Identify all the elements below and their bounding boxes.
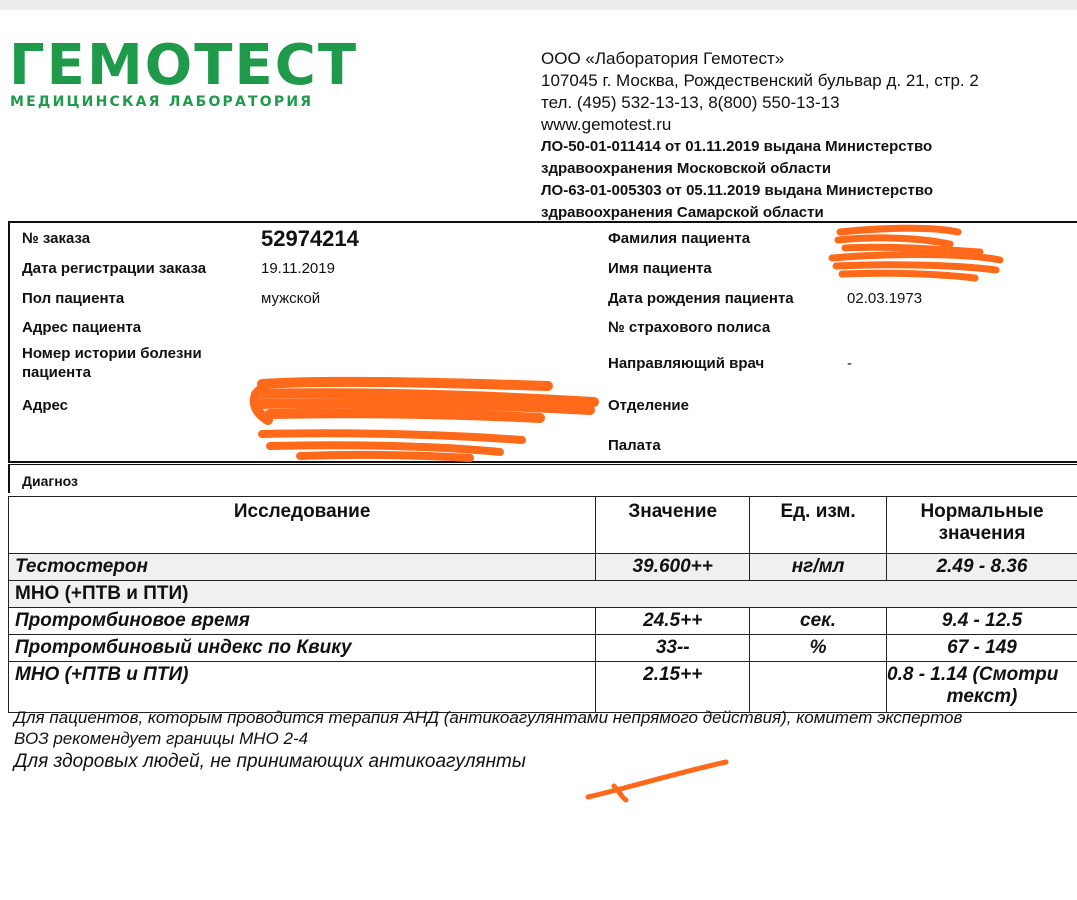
lab-phone: тел. (495) 532-13-13, 8(800) 550-13-13: [541, 93, 840, 112]
license-1-line-1: ЛО-50-01-011414 от 01.11.2019 выдана Министерство: [541, 138, 933, 155]
test-value: 33--: [596, 635, 750, 662]
patient-address-label: Адрес пациента: [22, 319, 142, 336]
table-row: [9, 554, 1077, 581]
registration-date-label: Дата регистрации заказа: [22, 260, 207, 277]
note-line-2: ВОЗ рекомендует границы МНО 2-4: [14, 729, 309, 748]
order-label: № заказа: [22, 230, 91, 247]
lab-site: www.gemotest.ru: [541, 115, 672, 134]
note-line-3: Для здоровых людей, не принимающих антикоагулянты: [14, 751, 526, 772]
diagnosis-row: [8, 464, 1077, 493]
table-row: [9, 608, 1077, 635]
test-value: 39.600++: [596, 554, 750, 581]
section-name: МНО (+ПТВ и ПТИ): [9, 581, 1077, 608]
registration-date-value: 19.11.2019: [261, 260, 335, 277]
lab-address: 107045 г. Москва, Рождественский бульвар д. 21, стр. 2: [541, 71, 979, 90]
test-norm: [887, 662, 1077, 713]
address-label: Адрес: [22, 397, 69, 414]
test-unit: [750, 662, 887, 713]
lab-info: [541, 48, 1071, 224]
header-test: Исследование: [9, 497, 596, 554]
birth-date-label: Дата рождения пациента: [608, 290, 794, 307]
logo-title: ГЕМОТЕСТ: [9, 33, 359, 98]
patient-sex-value: мужской: [261, 290, 321, 307]
test-value: 2.15++: [596, 662, 750, 713]
top-bar: [0, 0, 1077, 10]
insurance-policy-label: № страхового полиса: [608, 319, 771, 336]
test-norm: 2.49 - 8.36: [887, 554, 1077, 581]
diagnosis-label: Диагноз: [22, 473, 78, 489]
header-unit: Ед. изм.: [750, 497, 887, 554]
header-norm: Нормальные значения: [887, 497, 1077, 554]
table-row: [9, 662, 1077, 713]
test-unit: нг/мл: [750, 554, 887, 581]
referring-doctor-label: Направляющий врач: [608, 355, 765, 372]
test-norm: 67 - 149: [887, 635, 1077, 662]
results-header-row: [9, 497, 1077, 554]
surname-label: Фамилия пациента: [608, 230, 751, 247]
results-table: [8, 496, 1077, 713]
table-row: [9, 635, 1077, 662]
test-name: Протромбиновый индекс по Квику: [9, 635, 596, 662]
birth-date-value: 02.03.1973: [847, 290, 923, 307]
test-name: Тестостерон: [9, 554, 596, 581]
history-number-label-1: Номер истории болезни: [22, 345, 202, 362]
test-name: МНО (+ПТВ и ПТИ): [9, 662, 596, 713]
table-row-section: [9, 581, 1077, 608]
license-2-line-2: здравоохранения Самарской области: [541, 204, 824, 221]
header-value: Значение: [596, 497, 750, 554]
referring-doctor-value: -: [847, 355, 852, 372]
ward-label: Палата: [608, 437, 661, 454]
patient-info-block: [8, 221, 1077, 463]
notes: [14, 707, 1077, 772]
test-unit: сек.: [750, 608, 887, 635]
test-name: Протромбиновое время: [9, 608, 596, 635]
test-norm: 9.4 - 12.5: [887, 608, 1077, 635]
test-norm-line-1: 0.8 - 1.14 (Смотри: [887, 664, 1059, 685]
note-line-1: Для пациентов, которым проводится терапия АНД (антикоагулянтами непрямого действия), комитет экспертов: [14, 708, 963, 727]
first-name-label: Имя пациента: [608, 260, 712, 277]
history-number-label-2: пациента: [22, 364, 91, 381]
patient-sex-label: Пол пациента: [22, 290, 125, 307]
license-2-line-1: ЛО-63-01-005303 от 05.11.2019 выдана Министерство: [541, 182, 934, 199]
license-1-line-2: здравоохранения Московской области: [541, 160, 832, 177]
test-unit: %: [750, 635, 887, 662]
lab-name: ООО «Лаборатория Гемотест»: [541, 49, 785, 68]
test-norm-line-2: текст): [946, 686, 1018, 707]
logo-subtitle: МЕДИЦИНСКАЯ ЛАБОРАТОРИЯ: [10, 94, 314, 110]
order-number: 52974214: [261, 226, 359, 251]
test-value: 24.5++: [596, 608, 750, 635]
department-label: Отделение: [608, 397, 689, 414]
